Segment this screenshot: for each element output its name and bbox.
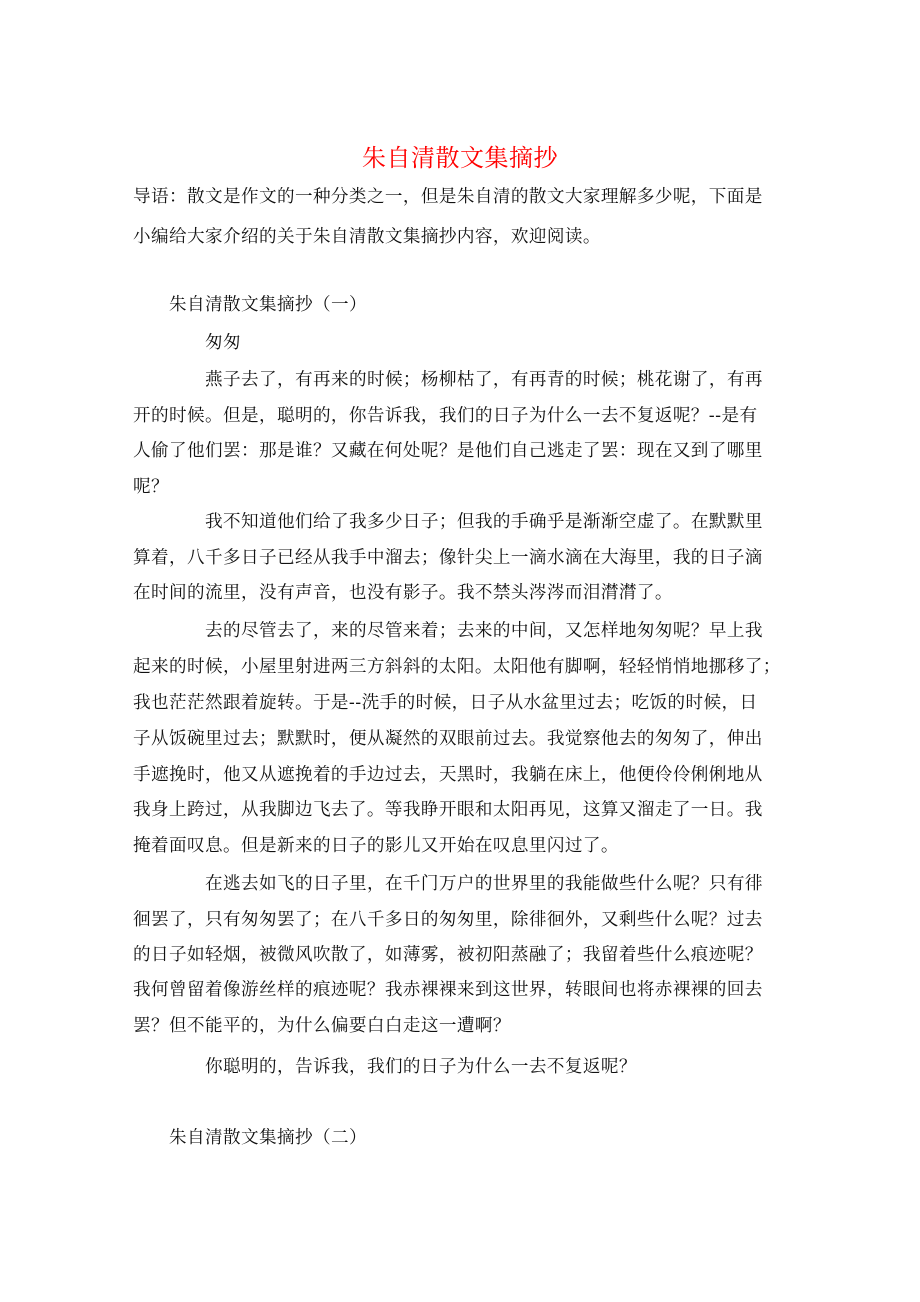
- paragraph-1-line-2: 开的时候。但是，聪明的，你告诉我，我们的日子为什么一去不复返呢？--是有: [133, 406, 758, 426]
- paragraph-3-line-5: 手遮挽时，他又从遮挽着的手边过去，天黑时，我躺在床上，他便伶伶俐俐地从: [133, 765, 763, 785]
- paragraph-3-line-2: 起来的时候，小屋里射进两三方斜斜的太阳。太阳他有脚啊，轻轻悄悄地挪移了；: [133, 657, 781, 677]
- paragraph-2-line-3: 在时间的流里，没有声音，也没有影子。我不禁头涔涔而泪潸潸了。: [133, 583, 673, 603]
- essay-title: 匆匆: [205, 333, 241, 353]
- paragraph-4-line-5: 罢？但不能平的，为什么偏要白白走这一遭啊？: [133, 1016, 511, 1036]
- paragraph-4-line-4: 我何曾留着像游丝样的痕迹呢？我赤裸裸来到这世界，转眼间也将赤裸裸的回去: [133, 980, 763, 1000]
- paragraph-2-line-1: 我不知道他们给了我多少日子；但我的手确乎是渐渐空虚了。在默默里: [205, 512, 763, 532]
- paragraph-4-line-2: 徊罢了，只有匆匆罢了；在八千多日的匆匆里，除徘徊外，又剩些什么呢？过去: [133, 910, 763, 930]
- paragraph-1-line-4: 呢？: [133, 477, 169, 497]
- paragraph-5-line-1: 你聪明的，告诉我，我们的日子为什么一去不复返呢？: [205, 1057, 637, 1077]
- paragraph-3-line-1: 去的尽管去了，来的尽管来着；去来的中间，又怎样地匆匆呢？早上我: [205, 621, 763, 641]
- intro-line-2: 小编给大家介绍的关于朱自清散文集摘抄内容，欢迎阅读。: [133, 227, 601, 247]
- paragraph-3-line-4: 子从饭碗里过去；默默时，便从凝然的双眼前过去。我觉察他去的匆匆了，伸出: [133, 729, 763, 749]
- paragraph-3-line-3: 我也茫茫然跟着旋转。于是--洗手的时候，日子从水盆里过去；吃饭的时候，日: [133, 693, 758, 713]
- paragraph-3-line-6: 我身上跨过，从我脚边飞去了。等我睁开眼和太阳再见，这算又溜走了一日。我: [133, 800, 763, 820]
- paragraph-4-line-1: 在逃去如飞的日子里，在千门万户的世界里的我能做些什么呢？只有徘: [205, 874, 763, 894]
- paragraph-3-line-7: 掩着面叹息。但是新来的日子的影儿又开始在叹息里闪过了。: [133, 836, 619, 856]
- paragraph-1-line-3: 人偷了他们罢：那是谁？又藏在何处呢？是他们自己逃走了罢：现在又到了哪里: [133, 441, 763, 461]
- paragraph-4-line-3: 的日子如轻烟，被微风吹散了，如薄雾，被初阳蒸融了；我留着些什么痕迹呢？: [133, 945, 763, 965]
- document-title: 朱自清散文集摘抄: [362, 144, 558, 172]
- section-heading-2: 朱自清散文集摘抄（二）: [169, 1128, 367, 1148]
- paragraph-1-line-1: 燕子去了，有再来的时候；杨柳枯了，有再青的时候；桃花谢了，有再: [205, 370, 763, 390]
- paragraph-2-line-2: 算着，八千多日子已经从我手中溜去；像针尖上一滴水滴在大海里，我的日子滴: [133, 548, 763, 568]
- intro-line-1: 导语：散文是作文的一种分类之一，但是朱自清的散文大家理解多少呢，下面是: [133, 187, 763, 207]
- section-heading-1: 朱自清散文集摘抄（一）: [169, 295, 367, 315]
